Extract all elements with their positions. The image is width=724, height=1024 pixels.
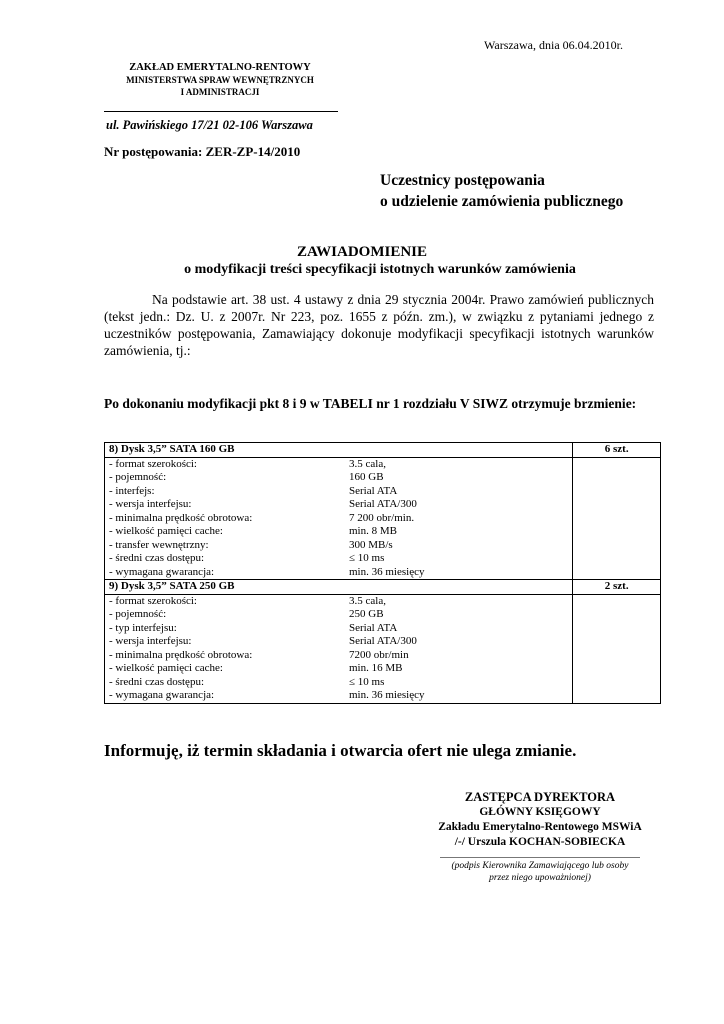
spec-cell [105,512,573,526]
case-number: Nr postępowania: ZER-ZP-14/2010 [104,144,301,159]
table-row [105,635,661,649]
notice-title: ZAWIADOMIENIE [296,244,428,260]
table-row [105,552,661,566]
item-title: 8) Dysk 3,5” SATA 160 GB [105,443,573,458]
spec-cell [105,676,573,690]
spec-value: 3.5 cala, [349,457,386,470]
quantity-cell [573,676,661,690]
spec-value: 7 200 obr/min. [349,511,415,524]
spec-name: - wielkość pamięci cache: [109,662,223,675]
table-row [105,662,661,676]
spec-cell [105,635,573,649]
table-row [105,689,661,703]
signature-role: GŁÓWNY KSIĘGOWY [479,806,601,818]
quantity-cell [573,539,661,553]
item-title: 9) Dysk 3,5” SATA 250 GB [105,580,573,595]
spec-value: min. 36 miesięcy [349,689,425,702]
spec-value: Serial ATA [349,484,398,497]
signature-block [420,790,660,850]
spec-value: ≤ 10 ms [349,552,385,565]
quantity-cell [573,608,661,622]
recipient-line-1: Uczestnicy postępowania [380,172,545,189]
spec-name: - wielkość pamięci cache: [109,525,223,538]
spec-name: - interfejs: [109,484,155,497]
spec-name: - transfer wewnętrzny: [109,538,209,551]
table-row [105,498,661,512]
spec-cell [105,539,573,553]
table-row [105,525,661,539]
spec-cell [105,594,573,608]
quantity-cell [573,662,661,676]
spec-cell [105,608,573,622]
signature-note-line-1: (podpis Kierownika Zamawiającego lub osoby [451,861,629,871]
specification-table [104,442,661,704]
modification-paragraph: Po dokonaniu modyfikacji pkt 8 i 9 w TABELI nr 1 rozdziału V SIWZ otrzymuje brzmienie: [104,396,637,411]
spec-name: - wymagana gwarancja: [109,565,215,578]
quantity-cell [573,635,661,649]
info-statement: Informuję, iż termin składania i otwarcia ofert nie ulega zmianie. [104,741,577,760]
spec-value: 3.5 cala, [349,594,386,607]
spec-value: min. 36 miesięcy [349,565,425,578]
signature-name: /-/ Urszula KOCHAN-SOBIECKA [454,836,626,848]
signature-divider [440,857,640,858]
table-item-header [105,443,661,458]
spec-name: - pojemność: [109,471,167,484]
table-row [105,539,661,553]
spec-value: 7200 obr/min [349,648,409,661]
quantity-cell [573,471,661,485]
quantity-cell [573,525,661,539]
spec-cell [105,649,573,663]
quantity-cell [573,512,661,526]
spec-value: ≤ 10 ms [349,675,385,688]
recipient-line-2: o udzielenie zamówienia publicznego [380,193,624,210]
spec-name: - typ interfejsu: [109,621,177,634]
spec-name: - wersja interfejsu: [109,635,192,648]
table-row [105,594,661,608]
table-row [105,485,661,499]
spec-cell [105,552,573,566]
organization-ministry: MINISTERSTWA SPRAW WEWNĘTRZNYCH [126,75,314,85]
quantity-cell [573,649,661,663]
spec-name: - pojemność: [109,608,167,621]
spec-value: 250 GB [349,608,384,621]
quantity-cell [573,594,661,608]
recipient-block [380,170,623,212]
spec-value: min. 16 MB [349,662,403,675]
spec-value: Serial ATA/300 [349,498,417,511]
organization-address: ul. Pawińskiego 17/21 02-106 Warszawa [106,118,313,132]
spec-cell [105,566,573,580]
signature-note-line-2: przez niego upoważnionej) [489,873,591,883]
table-row [105,512,661,526]
spec-name: - format szerokości: [109,594,197,607]
table-row [105,608,661,622]
spec-value: Serial ATA/300 [349,635,417,648]
organization-name: ZAKŁAD EMERYTALNO-RENTOWY [129,62,311,73]
organization-header [104,62,336,98]
quantity-cell [573,457,661,471]
header-divider [104,111,338,112]
spec-name: - wersja interfejsu: [109,498,192,511]
signature-note [440,860,640,884]
quantity-cell [573,622,661,636]
spec-name: - minimalna prędkość obrotowa: [109,648,253,661]
quantity-cell [573,498,661,512]
spec-cell [105,498,573,512]
spec-value: Serial ATA [349,621,398,634]
spec-cell [105,689,573,703]
spec-name: - średni czas dostępu: [109,552,204,565]
spec-value: 300 MB/s [349,538,393,551]
spec-cell [105,622,573,636]
item-quantity: 2 szt. [573,580,661,595]
quantity-cell [573,689,661,703]
table-row [105,566,661,580]
date-line: Warszawa, dnia 06.04.2010r. [484,38,623,52]
quantity-cell [573,485,661,499]
spec-name: - minimalna prędkość obrotowa: [109,511,253,524]
spec-cell [105,662,573,676]
item-quantity: 6 szt. [573,443,661,458]
spec-name: - średni czas dostępu: [109,675,204,688]
quantity-cell [573,552,661,566]
spec-name: - wymagana gwarancja: [109,689,215,702]
table-row [105,622,661,636]
spec-name: - format szerokości: [109,457,197,470]
signature-title: ZASTĘPCA DYREKTORA [464,790,616,804]
quantity-cell [573,566,661,580]
table-row [105,649,661,663]
notice-subtitle: o modyfikacji treści specyfikacji istotnych warunków zamówienia [184,262,576,277]
spec-cell [105,457,573,471]
table-row [105,676,661,690]
spec-value: min. 8 MB [349,525,397,538]
signature-institution: Zakładu Emerytalno-Rentowego MSWiA [438,821,642,833]
body-paragraph: Na podstawie art. 38 ust. 4 ustawy z dnia 29 stycznia 2004r. Prawo zamówień publicznych (tekst jedn.: Dz. U. z 2007r. Nr 223, poz. 1655 z późn. zm.), w związku z pytaniami jednego z uczestników postępowania, Zamawiający dokonuje modyfikacji specyfikacji istotnych warunków zamówienia, tj.: [104,292,654,358]
spec-value: 160 GB [349,471,384,484]
spec-cell [105,525,573,539]
table-item-header [105,580,661,595]
spec-cell [105,471,573,485]
spec-cell [105,485,573,499]
organization-ministry-cont: I ADMINISTRACJI [180,87,260,97]
table-row [105,471,661,485]
table-row [105,457,661,471]
